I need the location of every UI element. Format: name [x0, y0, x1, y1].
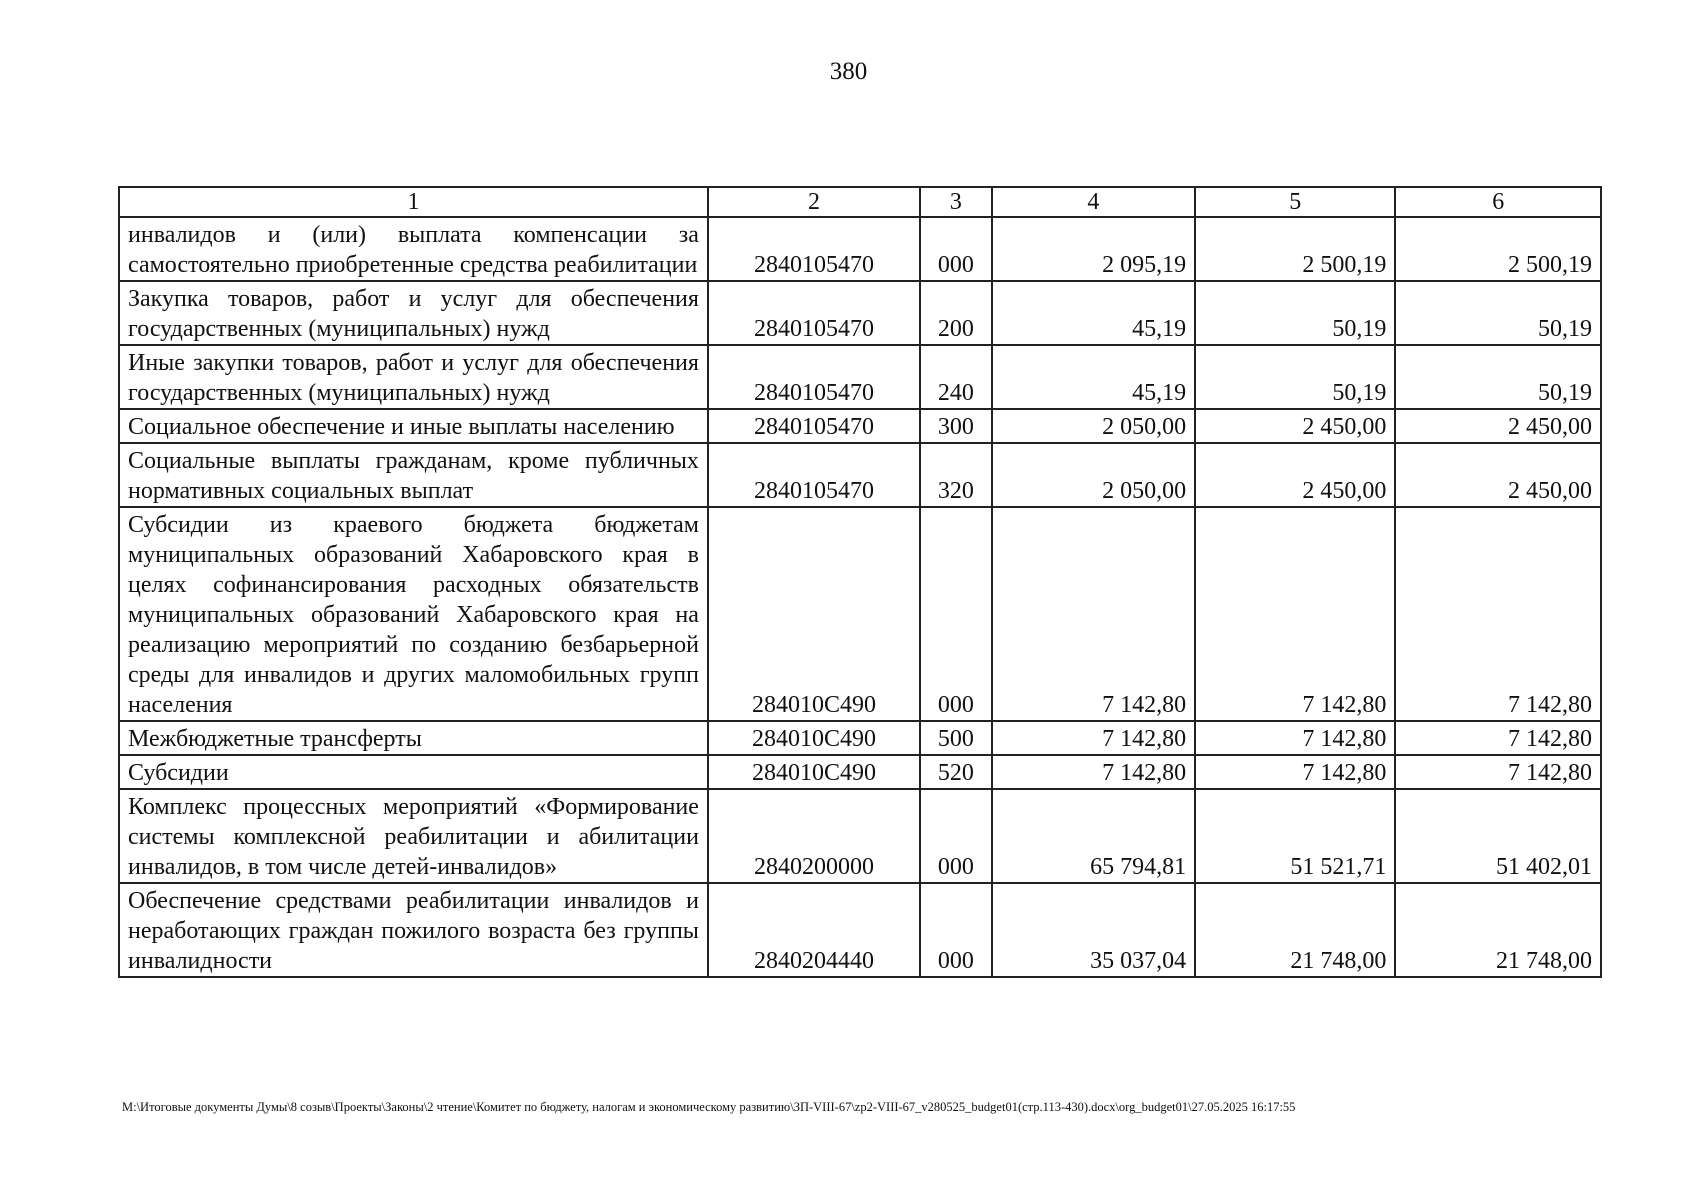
- column-header-5: 5: [1195, 187, 1395, 217]
- row-name: Комплекс процессных мероприятий «Формирование системы комплексной реабилитации и абилитации инвалидов, в том числе детей-инвалидов»: [119, 789, 708, 883]
- row-value-5: 50,19: [1195, 281, 1395, 345]
- row-value-4: 7 142,80: [992, 755, 1195, 789]
- row-value-5: 21 748,00: [1195, 883, 1395, 977]
- row-code: 284010С490: [708, 755, 920, 789]
- row-name: Социальные выплаты гражданам, кроме публичных нормативных социальных выплат: [119, 443, 708, 507]
- row-value-6: 7 142,80: [1395, 721, 1601, 755]
- column-header-6: 6: [1395, 187, 1601, 217]
- row-value-4: 35 037,04: [992, 883, 1195, 977]
- row-expense-type: 240: [920, 345, 992, 409]
- row-code: 284010С490: [708, 721, 920, 755]
- document-path-footer: M:\Итоговые документы Думы\8 созыв\Проекты\Законы\2 чтение\Комитет по бюджету, налогам и экономическому развитию\ЗП-VIII-67\zp2-VIII-67_v280525_budget01(стр.113-430).docx\org_budget01\27.05.2025 16:17:55: [122, 1100, 1296, 1114]
- row-value-6: 50,19: [1395, 281, 1601, 345]
- row-expense-type: 200: [920, 281, 992, 345]
- row-value-6: 7 142,80: [1395, 507, 1601, 721]
- row-value-5: 50,19: [1195, 345, 1395, 409]
- row-value-4: 65 794,81: [992, 789, 1195, 883]
- row-value-6: 2 450,00: [1395, 409, 1601, 443]
- table-row: [119, 789, 1601, 883]
- row-value-5: 2 450,00: [1195, 443, 1395, 507]
- table-row: [119, 281, 1601, 345]
- row-value-5: 51 521,71: [1195, 789, 1395, 883]
- row-value-6: 2 500,19: [1395, 217, 1601, 281]
- row-name: Иные закупки товаров, работ и услуг для обеспечения государственных (муниципальных) нужд: [119, 345, 708, 409]
- row-name: инвалидов и (или) выплата компенсации за самостоятельно приобретенные средства реабилитации: [119, 217, 708, 281]
- table-header-row: [119, 187, 1601, 217]
- row-expense-type: 500: [920, 721, 992, 755]
- table-row: [119, 755, 1601, 789]
- table-row: [119, 883, 1601, 977]
- row-code: 2840105470: [708, 217, 920, 281]
- row-code: 2840204440: [708, 883, 920, 977]
- row-value-5: 2 450,00: [1195, 409, 1395, 443]
- column-header-4: 4: [992, 187, 1195, 217]
- row-code: 2840105470: [708, 443, 920, 507]
- page-number: 380: [829, 58, 868, 85]
- row-value-5: 2 500,19: [1195, 217, 1395, 281]
- row-value-6: 21 748,00: [1395, 883, 1601, 977]
- row-expense-type: 000: [920, 217, 992, 281]
- table-row: [119, 345, 1601, 409]
- row-code: 2840105470: [708, 281, 920, 345]
- row-value-4: 2 050,00: [992, 443, 1195, 507]
- row-value-6: 2 450,00: [1395, 443, 1601, 507]
- row-value-6: 50,19: [1395, 345, 1601, 409]
- table-row: [119, 721, 1601, 755]
- row-code: 2840200000: [708, 789, 920, 883]
- row-name: Социальное обеспечение и иные выплаты населению: [119, 409, 708, 443]
- table-row: [119, 443, 1601, 507]
- row-expense-type: 000: [920, 883, 992, 977]
- row-expense-type: 320: [920, 443, 992, 507]
- table-row: [119, 409, 1601, 443]
- row-code: 284010С490: [708, 507, 920, 721]
- column-header-3: 3: [920, 187, 992, 217]
- row-expense-type: 300: [920, 409, 992, 443]
- row-value-5: 7 142,80: [1195, 721, 1395, 755]
- row-name: Обеспечение средствами реабилитации инвалидов и неработающих граждан пожилого возраста без группы инвалидности: [119, 883, 708, 977]
- row-value-4: 45,19: [992, 281, 1195, 345]
- row-expense-type: 000: [920, 789, 992, 883]
- table-row: [119, 217, 1601, 281]
- row-name: Межбюджетные трансферты: [119, 721, 708, 755]
- row-value-5: 7 142,80: [1195, 755, 1395, 789]
- row-value-4: 7 142,80: [992, 507, 1195, 721]
- row-name: Субсидии из краевого бюджета бюджетам муниципальных образований Хабаровского края в целях софинансирования расходных обязательств муниципальных образований Хабаровского края на реализацию мероприятий по созданию безбарьерной среды для инвалидов и других маломобильных групп населения: [119, 507, 708, 721]
- row-expense-type: 520: [920, 755, 992, 789]
- column-header-2: 2: [708, 187, 920, 217]
- row-name: Закупка товаров, работ и услуг для обеспечения государственных (муниципальных) нужд: [119, 281, 708, 345]
- row-code: 2840105470: [708, 345, 920, 409]
- row-value-4: 45,19: [992, 345, 1195, 409]
- row-expense-type: 000: [920, 507, 992, 721]
- row-code: 2840105470: [708, 409, 920, 443]
- row-name: Субсидии: [119, 755, 708, 789]
- budget-table: [118, 186, 1602, 978]
- row-value-4: 2 095,19: [992, 217, 1195, 281]
- table-row: [119, 507, 1601, 721]
- row-value-6: 51 402,01: [1395, 789, 1601, 883]
- row-value-6: 7 142,80: [1395, 755, 1601, 789]
- row-value-4: 7 142,80: [992, 721, 1195, 755]
- row-value-5: 7 142,80: [1195, 507, 1395, 721]
- column-header-1: 1: [119, 187, 708, 217]
- row-value-4: 2 050,00: [992, 409, 1195, 443]
